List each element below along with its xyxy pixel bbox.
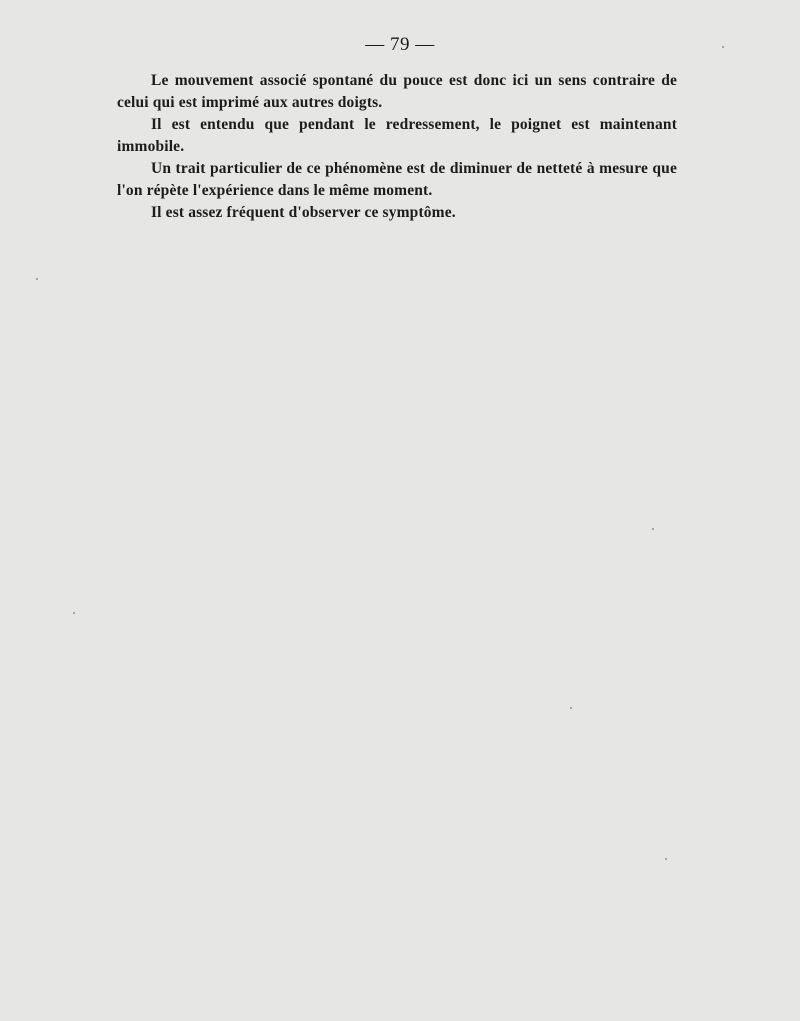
paper-speck (652, 528, 654, 530)
paper-speck (722, 46, 724, 48)
paragraph-4: Il est assez fréquent d'observer ce symptôme. (151, 204, 456, 221)
paragraph-3: Un trait particulier de ce phénomène est de diminuer de netteté à mesure que l'on répète l'expérience dans le même moment. (117, 160, 677, 199)
body-text (117, 70, 677, 224)
paper-speck (36, 278, 38, 280)
paragraph-2: Il est entendu que pendant le redressement, le poignet est maintenant immobile. (117, 116, 677, 155)
paper-speck (73, 612, 75, 614)
page-number: — 79 — (365, 34, 435, 55)
paragraph-1: Le mouvement associé spontané du pouce est donc ici un sens contraire de celui qui est imprimé aux autres doigts. (117, 72, 677, 111)
paper-speck (665, 858, 667, 860)
paper-speck (570, 707, 572, 709)
